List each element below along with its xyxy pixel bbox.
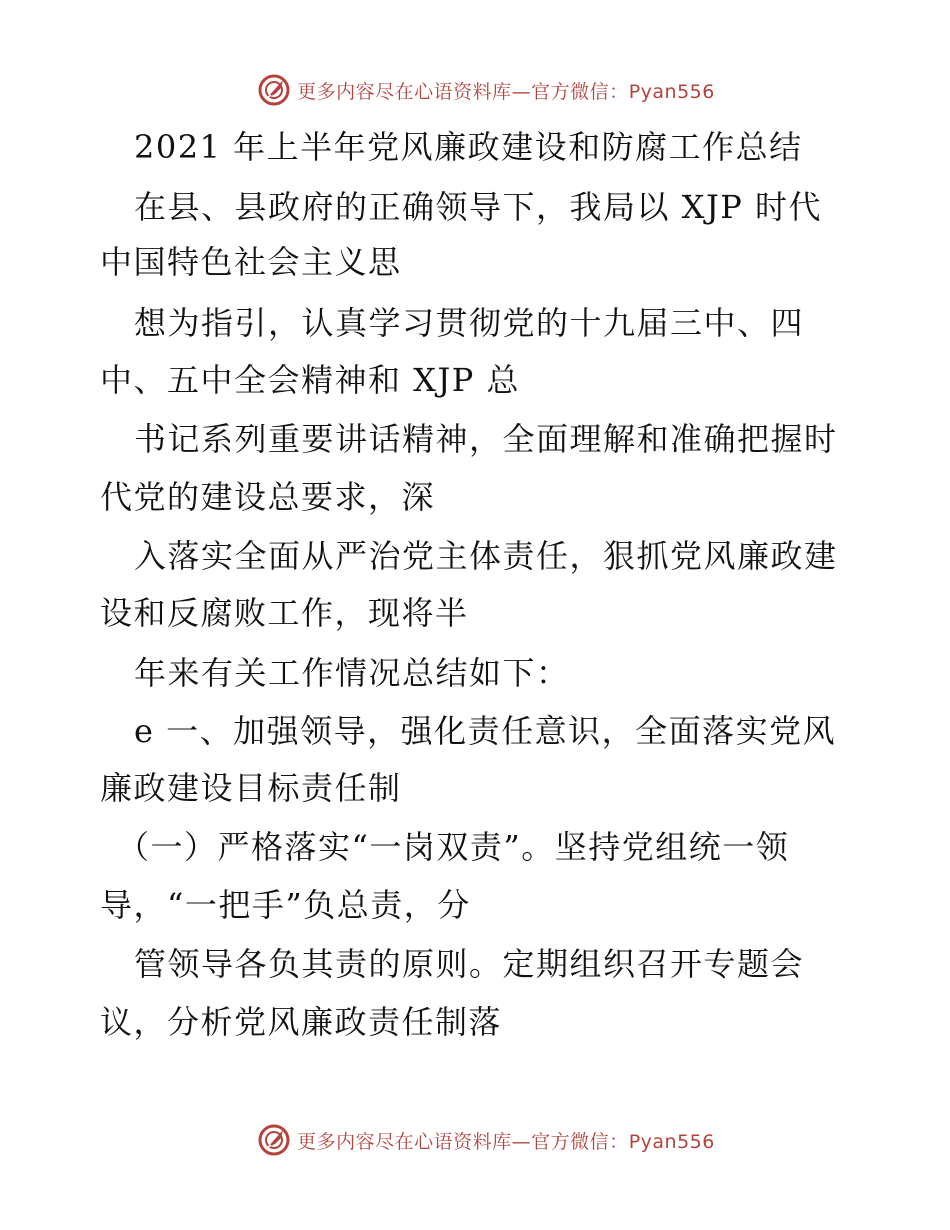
- watermark-wechat-id: Pyan556: [628, 80, 715, 103]
- watermark-banner-bottom-inner: [257, 1123, 715, 1157]
- watermark-wechat-label: 官方微信：: [531, 80, 629, 103]
- document-line: 中、五中全会精神和 XJP 总: [100, 361, 520, 399]
- watermark-text: [297, 77, 715, 104]
- document-line: 年来有关工作情况总结如下：: [134, 654, 570, 692]
- subsection-heading: （一）严格落实“一岗双责”。坚持党组统一领: [117, 828, 790, 866]
- document-line: 想为指引，认真学习贯彻党的十九届三中、四: [134, 304, 805, 342]
- watermark-wechat-id: Pyan556: [628, 1130, 715, 1153]
- document-line: 廉政建设目标责任制: [100, 769, 402, 807]
- document-line: 在县、县政府的正确领导下，我局以 XJP 时代: [134, 188, 822, 226]
- watermark-main-text: 更多内容尽在心语资料库: [297, 1130, 512, 1153]
- document-title: 2021 年上半年党风廉政建设和防腐工作总结: [134, 128, 803, 166]
- document-line: 议，分析党风廉政责任制落: [100, 1003, 503, 1041]
- document-line: 设和反腐败工作，现将半: [100, 594, 469, 632]
- document-line: 入落实全面从严治党主体责任，狠抓党风廉政建: [134, 537, 838, 575]
- document-line: 代党的建设总要求，深: [100, 478, 436, 516]
- quill-logo-icon: [257, 73, 291, 107]
- watermark-wechat-label: 官方微信：: [531, 1130, 629, 1153]
- watermark-main-text: 更多内容尽在心语资料库: [297, 80, 512, 103]
- watermark-banner-top: [0, 70, 950, 110]
- watermark-text: [297, 1127, 715, 1154]
- document-line: 中国特色社会主义思: [100, 243, 402, 281]
- document-line: 书记系列重要讲话精神，全面理解和准确把握时: [134, 420, 838, 458]
- document-line: 管领导各负其责的原则。定期组织召开专题会: [134, 945, 805, 983]
- watermark-separator: —: [511, 1130, 532, 1153]
- watermark-separator: —: [511, 80, 532, 103]
- quill-logo-icon: [257, 1123, 291, 1157]
- section-heading: e 一、加强领导，强化责任意识，全面落实党风: [134, 712, 837, 750]
- document-line: 导，“一把手”负总责，分: [100, 886, 471, 924]
- watermark-banner-top-inner: [257, 73, 715, 107]
- watermark-banner-bottom: [0, 1120, 950, 1160]
